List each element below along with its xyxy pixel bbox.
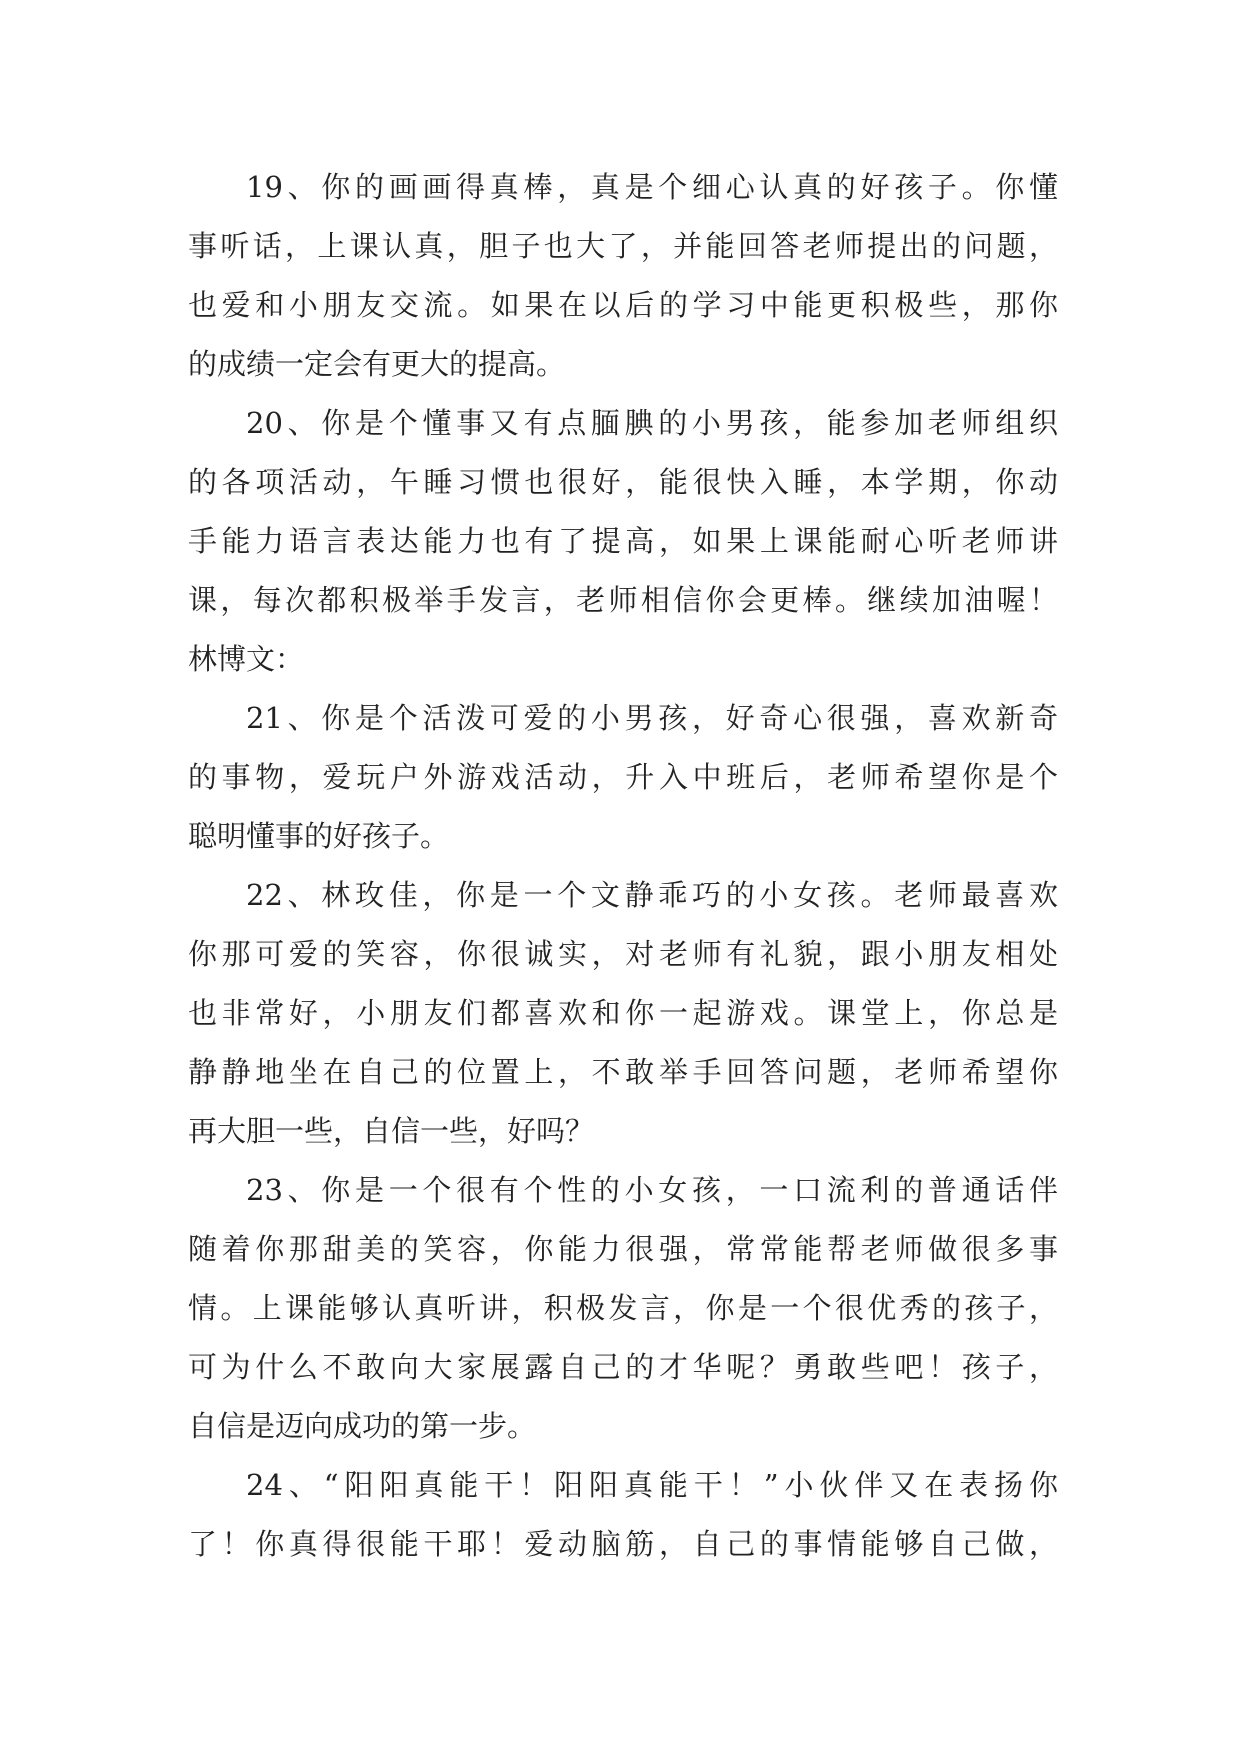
text-line: 20、你是个懂事又有点腼腆的小男孩，能参加老师组织 <box>246 406 1058 440</box>
paragraph-22 <box>188 866 1058 1161</box>
text-line: 再大胆一些，自信一些，好吗？ <box>188 1114 595 1148</box>
paragraph-24 <box>188 1456 1058 1574</box>
paragraph-19 <box>188 158 1058 394</box>
text-line: 事听话，上课认真，胆子也大了，并能回答老师提出的问题， <box>188 229 1058 263</box>
text-line: 22、林玫佳，你是一个文静乖巧的小女孩。老师最喜欢 <box>246 878 1058 912</box>
text-line: 可为什么不敢向大家展露自己的才华呢？勇敢些吧！孩子， <box>188 1350 1058 1384</box>
text-line: 课，每次都积极举手发言，老师相信你会更棒。继续加油喔！ <box>188 583 1058 617</box>
paragraph-23 <box>188 1161 1058 1456</box>
text-line: 聪明懂事的好孩子。 <box>188 819 450 853</box>
text-line: 19、你的画画得真棒，真是个细心认真的好孩子。你懂 <box>246 170 1058 204</box>
text-line: 的事物，爱玩户外游戏活动，升入中班后，老师希望你是个 <box>188 760 1058 794</box>
text-line: 24、“阳阳真能干！阳阳真能干！”小伙伴又在表扬你 <box>246 1468 1058 1502</box>
text-line: 的成绩一定会有更大的提高。 <box>188 347 566 381</box>
text-line: 也爱和小朋友交流。如果在以后的学习中能更积极些，那你 <box>188 288 1058 322</box>
text-line: 也非常好，小朋友们都喜欢和你一起游戏。课堂上，你总是 <box>188 996 1058 1030</box>
paragraph-21 <box>188 689 1058 866</box>
text-line: 了！你真得很能干耶！爱动脑筋，自己的事情能够自己做， <box>188 1527 1058 1561</box>
text-line: 静静地坐在自己的位置上，不敢举手回答问题，老师希望你 <box>188 1055 1058 1089</box>
text-line: 林博文： <box>188 642 305 676</box>
text-line: 23、你是一个很有个性的小女孩，一口流利的普通话伴 <box>246 1173 1058 1207</box>
text-line: 自信是迈向成功的第一步。 <box>188 1409 537 1443</box>
text-line: 你那可爱的笑容，你很诚实，对老师有礼貌，跟小朋友相处 <box>188 937 1058 971</box>
text-line: 21、你是个活泼可爱的小男孩，好奇心很强，喜欢新奇 <box>246 701 1058 735</box>
text-line: 情。上课能够认真听讲，积极发言，你是一个很优秀的孩子， <box>188 1291 1058 1325</box>
text-line: 的各项活动，午睡习惯也很好，能很快入睡，本学期，你动 <box>188 465 1058 499</box>
paragraph-20 <box>188 394 1058 689</box>
text-line: 随着你那甜美的笑容，你能力很强，常常能帮老师做很多事 <box>188 1232 1058 1266</box>
document-body <box>188 158 1058 1574</box>
text-line: 手能力语言表达能力也有了提高，如果上课能耐心听老师讲 <box>188 524 1058 558</box>
